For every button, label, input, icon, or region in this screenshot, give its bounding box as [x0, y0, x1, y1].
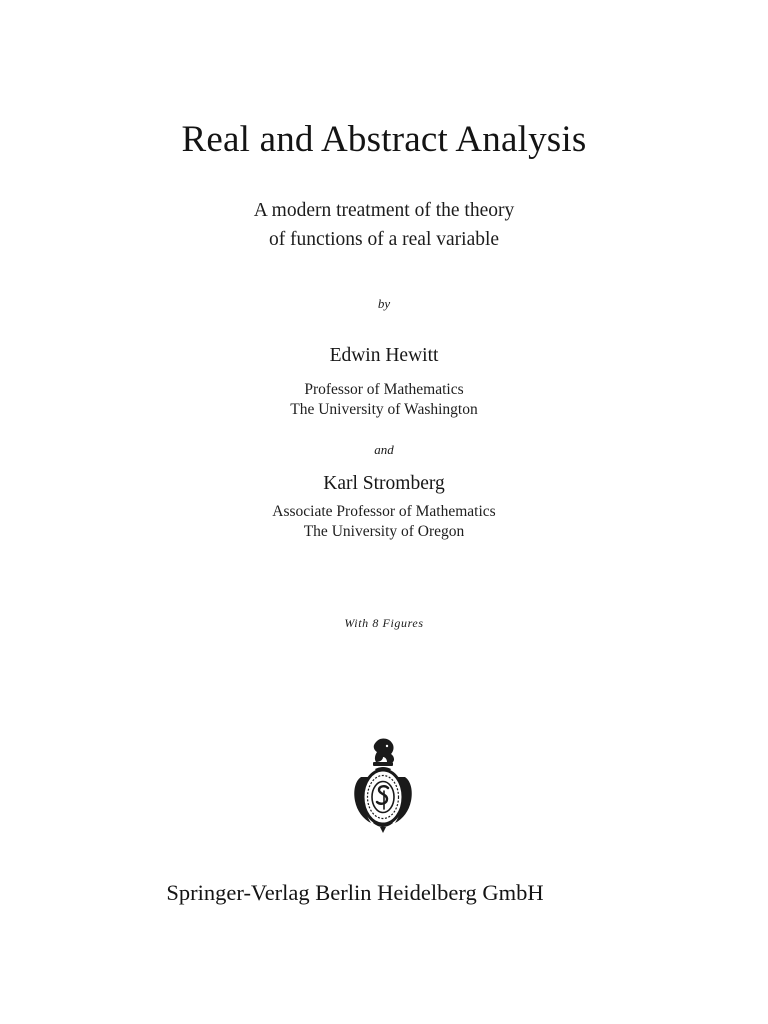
subtitle-line-1: A modern treatment of the theory	[253, 200, 515, 221]
book-title: Real and Abstract Analysis	[181, 119, 587, 160]
and-word: and	[374, 442, 394, 457]
author-2-position: Associate Professor of Mathematics	[272, 503, 496, 520]
author-1-institution: The University of Washington	[290, 401, 478, 418]
publisher: Springer-Verlag Berlin Heidelberg GmbH	[166, 880, 544, 905]
author-1-position: Professor of Mathematics	[304, 381, 464, 398]
springer-knight-emblem-icon	[347, 735, 419, 835]
author-2-name: Karl Stromberg	[323, 473, 445, 494]
figures-note: With 8 Figures	[344, 616, 424, 630]
subtitle-line-2: of functions of a real variable	[268, 229, 500, 250]
author-2-institution: The University of Oregon	[303, 523, 465, 540]
author-1-name: Edwin Hewitt	[329, 345, 439, 366]
by-word: by	[377, 296, 391, 311]
